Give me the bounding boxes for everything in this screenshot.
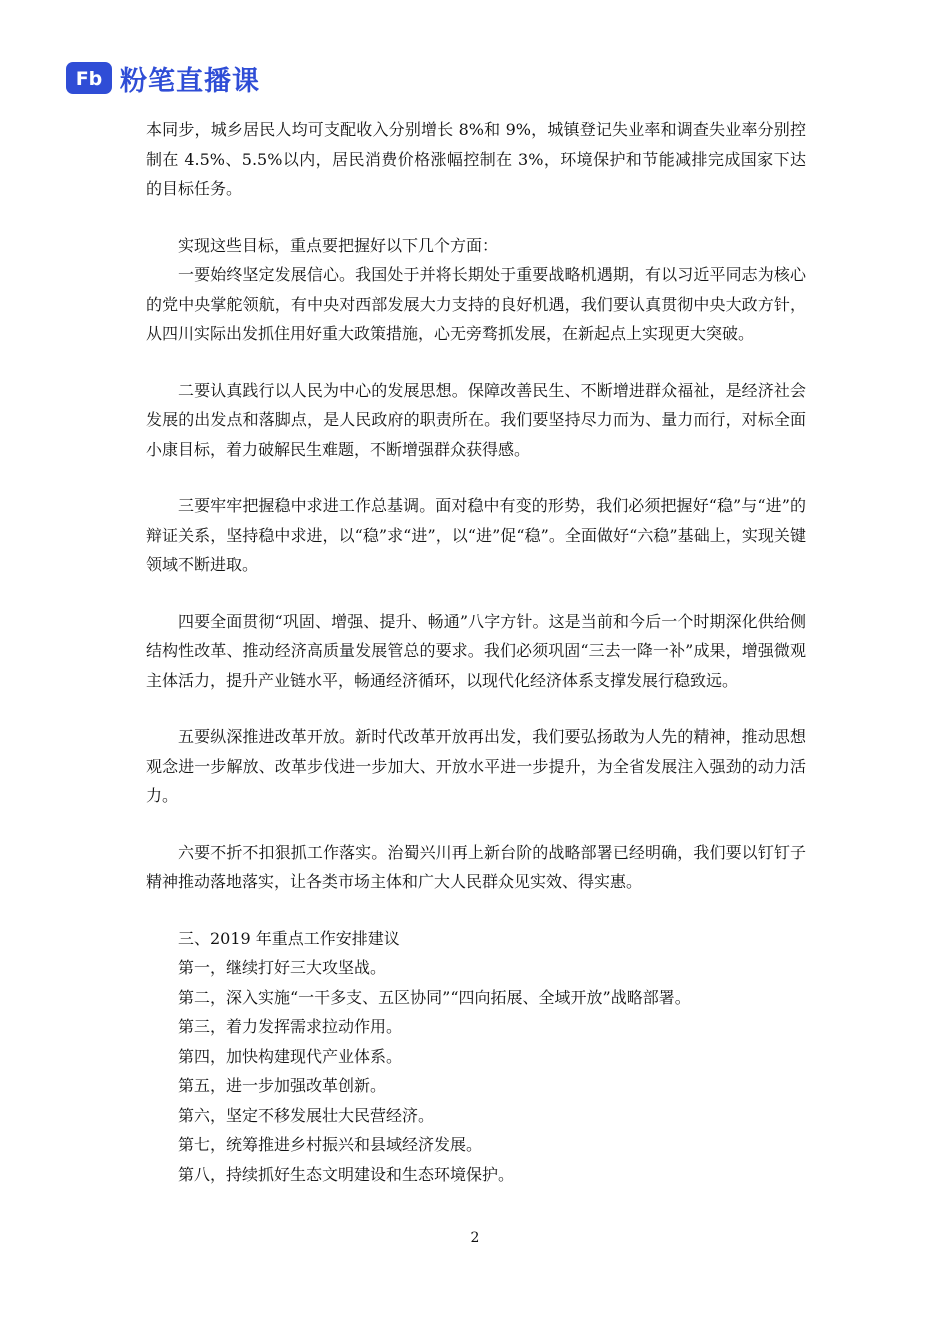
paragraph-intro: 实现这些目标，重点要把握好以下几个方面： <box>178 235 499 255</box>
paragraph-point-2: 二要认真践行以人民为中心的发展思想。保障改善民生、不断增进群众福祉，是经济社会发展的出发点和落脚点，是人民政府的职责所在。我们要坚持尽力而为、量力而行，对标全面小康目标，着力破解民生难题，不断增强群众获得感。 <box>146 380 806 459</box>
paragraph-point-4: 四要全面贯彻“巩固、增强、提升、畅通”八字方针。这是当前和今后一个时期深化供给侧结构性改革、推动经济高质量发展管总的要求。我们必须巩固“三去一降一补”成果，增强微观主体活力，提升产业链水平，畅通经济循环，以现代化经济体系支撑发展行稳致远。 <box>146 611 806 690</box>
list-item: 第三，着力发挥需求拉动作用。 <box>178 1017 403 1036</box>
section-title: 三、2019 年重点工作安排建议 <box>178 928 400 948</box>
paragraph-point-3: 三要牢牢把握稳中求进工作总基调。面对稳中有变的形势，我们必须把握好“稳”与“进”的辩证关系，坚持稳中求进，以“稳”求“进”，以“进”促“稳”。全面做好“六稳”基础上，实现关键领域不断进取。 <box>146 496 806 574</box>
brand-logo <box>66 58 260 98</box>
list-item: 第二，深入实施“一干多支、五区协同”“四向拓展、全域开放”战略部署。 <box>178 987 691 1007</box>
paragraph-point-1: 一要始终坚定发展信心。我国处于并将长期处于重要战略机遇期，有以习近平同志为核心的党中央掌舵领航，有中央对西部发展大力支持的良好机遇，我们要认真贯彻中央大政方针，从四川实际出发抓住用好重大政策措施，心无旁骛抓发展，在新起点上实现更大突破。 <box>146 265 806 343</box>
paragraph-point-6: 六要不折不扣狠抓工作落实。治蜀兴川再上新台阶的战略部署已经明确，我们要以钉钉子精神推动落地落实，让各类市场主体和广大人民群众见实效、得实惠。 <box>146 842 806 891</box>
list-item: 第七，统筹推进乡村振兴和县域经济发展。 <box>178 1135 483 1154</box>
list-item: 第八，持续抓好生态文明建设和生态环境保护。 <box>178 1164 515 1184</box>
paragraph-point-5: 五要纵深推进改革开放。新时代改革开放再出发，我们要弘扬敢为人先的精神，推动思想观念进一步解放、改革步伐进一步加大、开放水平进一步提升，为全省发展注入强劲的动力活力。 <box>146 727 806 805</box>
list-item: 第一，继续打好三大攻坚战。 <box>178 958 387 977</box>
list-item: 第四，加快构建现代产业体系。 <box>178 1046 403 1066</box>
fb-logo-icon <box>66 62 112 94</box>
logo-mark-text: Fb <box>75 68 103 90</box>
list-item: 第六，坚定不移发展壮大民营经济。 <box>178 1105 435 1125</box>
document-body <box>146 115 806 1189</box>
page-number: 2 <box>470 1230 480 1246</box>
paragraph-continuation: 本同步，城乡居民人均可支配收入分别增长 8%和 9%，城镇登记失业率和调查失业率分别控制在 4.5%、5.5%以内，居民消费价格涨幅控制在 3%，环境保护和节能减排完成国家下达的目标任务。 <box>146 120 806 198</box>
list-item: 第五，进一步加强改革创新。 <box>178 1076 387 1095</box>
brand-text: 粉笔直播课 <box>120 65 260 97</box>
